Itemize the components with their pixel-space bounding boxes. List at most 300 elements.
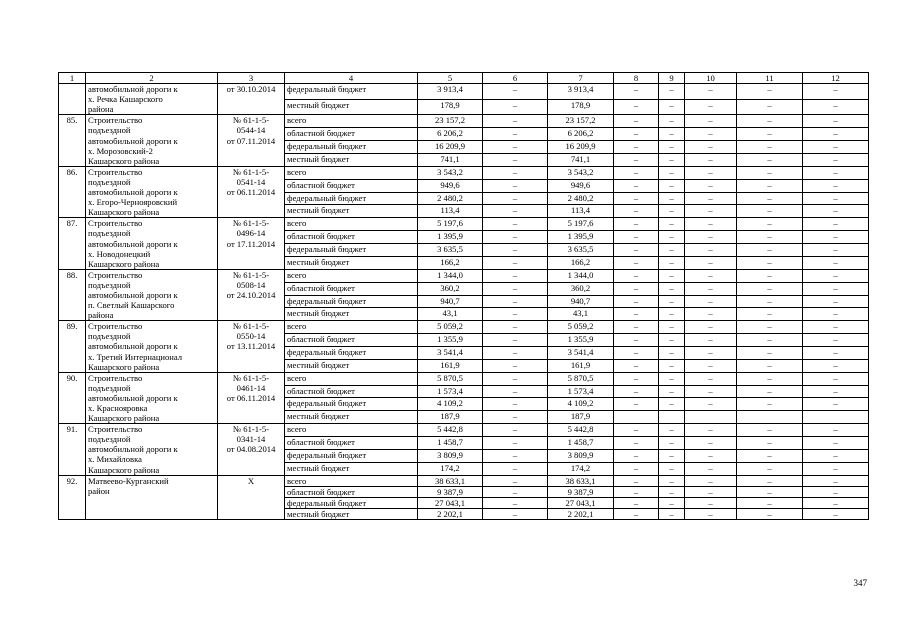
value-cell-c11 (737, 411, 803, 424)
value-cell-c6: – (483, 179, 548, 192)
object-description-cell (86, 475, 218, 519)
value-cell-c8: – (614, 192, 659, 205)
value-cell-c8: – (614, 84, 659, 100)
value-cell-c12: – (803, 385, 869, 398)
value-cell-c11: – (737, 269, 803, 282)
value-cell-c9: – (659, 437, 685, 450)
document-cell (218, 166, 285, 217)
value-cell-c10: – (685, 308, 737, 321)
description-line: подъездной (88, 228, 131, 239)
value-cell-c6: – (483, 385, 548, 398)
header-cell: 7 (548, 73, 614, 84)
value-cell-c12: – (803, 115, 869, 128)
value-cell-c5: 3 635,5 (418, 244, 483, 257)
value-cell-c5: 23 157,2 (418, 115, 483, 128)
description-line: х. Михайловка (88, 454, 142, 465)
document-cell (218, 84, 285, 115)
value-cell-c8: – (614, 449, 659, 462)
value-cell-c11: – (737, 256, 803, 269)
value-cell-c11: – (737, 462, 803, 475)
description-line: Кашарского района (88, 361, 160, 372)
value-cell-c9: – (659, 449, 685, 462)
funding-source-cell: областной бюджет (285, 128, 418, 141)
value-cell-c7: 2 202,1 (548, 508, 614, 519)
description-line: район (88, 485, 110, 496)
description-line: подъездной (88, 434, 131, 445)
value-cell-c9: – (659, 179, 685, 192)
value-cell-c9: – (659, 269, 685, 282)
value-cell-c7: 187,9 (548, 411, 614, 424)
description-line: автомобильной дороги к (88, 341, 178, 352)
value-cell-c10: – (685, 497, 737, 508)
object-description-cell (86, 269, 218, 320)
value-cell-c8: – (614, 385, 659, 398)
value-cell-c7: 1 344,0 (548, 269, 614, 282)
value-cell-c12: – (803, 205, 869, 218)
value-cell-c10: – (685, 141, 737, 154)
funding-source-cell: федеральный бюджет (285, 244, 418, 257)
value-cell-c9: – (659, 385, 685, 398)
description-line: Строительство (88, 269, 143, 280)
funding-source-cell: всего (285, 475, 418, 486)
value-cell-c10: – (685, 244, 737, 257)
value-cell-c9: – (659, 359, 685, 372)
value-cell-c9: – (659, 141, 685, 154)
value-cell-c5: 3 809,9 (418, 449, 483, 462)
value-cell-c12: – (803, 462, 869, 475)
description-line: автомобильной дороги к (88, 187, 178, 198)
funding-source-cell: областной бюджет (285, 179, 418, 192)
funding-source-cell: федеральный бюджет (285, 295, 418, 308)
value-cell-c9: – (659, 115, 685, 128)
value-cell-c11: – (737, 115, 803, 128)
value-cell-c7: 38 633,1 (548, 475, 614, 486)
document-line: 0461-14 (236, 382, 266, 393)
value-cell-c11: – (737, 244, 803, 257)
value-cell-c12: – (803, 269, 869, 282)
document-line: № 61-1-5- (232, 166, 270, 177)
value-cell-c11: – (737, 385, 803, 398)
description-line: Строительство (88, 115, 143, 126)
value-cell-c10: – (685, 346, 737, 359)
value-cell-c9: – (659, 128, 685, 141)
funding-source-cell: областной бюджет (285, 231, 418, 244)
description-line: района (88, 310, 114, 321)
funding-source-cell: местный бюджет (285, 462, 418, 475)
value-cell-c8: – (614, 231, 659, 244)
table-row (59, 84, 869, 100)
value-cell-c7: 1 573,4 (548, 385, 614, 398)
value-cell-c7: 949,6 (548, 179, 614, 192)
value-cell-c5: 174,2 (418, 462, 483, 475)
value-cell-c12: – (803, 424, 869, 437)
value-cell-c8: – (614, 269, 659, 282)
document-line: № 61-1-5- (232, 424, 270, 435)
header-cell: 8 (614, 73, 659, 84)
description-line: Кашарского района (88, 464, 160, 475)
value-cell-c11: – (737, 99, 803, 115)
value-cell-c9: – (659, 497, 685, 508)
value-cell-c8: – (614, 218, 659, 231)
value-cell-c10: – (685, 179, 737, 192)
value-cell-c6: – (483, 282, 548, 295)
document-cell (218, 372, 285, 423)
value-cell-c10: – (685, 398, 737, 411)
value-cell-c11: – (737, 166, 803, 179)
header-cell: 1 (59, 73, 86, 84)
value-cell-c6: – (483, 334, 548, 347)
description-line: Кашарского района (88, 413, 160, 424)
value-cell-c6: – (483, 115, 548, 128)
value-cell-c11: – (737, 192, 803, 205)
value-cell-c8: – (614, 462, 659, 475)
value-cell-c10: – (685, 475, 737, 486)
value-cell-c7: 9 387,9 (548, 486, 614, 497)
description-line: автомобильной дороги к (88, 444, 178, 455)
value-cell-c5: 166,2 (418, 256, 483, 269)
value-cell-c10: – (685, 205, 737, 218)
object-description-cell (86, 115, 218, 166)
value-cell-c12: – (803, 84, 869, 100)
value-cell-c9: – (659, 244, 685, 257)
value-cell-c7: 1 355,9 (548, 334, 614, 347)
description-line: района (88, 104, 114, 115)
value-cell-c9: – (659, 231, 685, 244)
value-cell-c8: – (614, 486, 659, 497)
description-line: х. Егоро-Чернояровский (88, 197, 178, 208)
value-cell-c10: – (685, 385, 737, 398)
value-cell-c8: – (614, 205, 659, 218)
value-cell-c7: 161,9 (548, 359, 614, 372)
value-cell-c11: – (737, 508, 803, 519)
funding-source-cell: местный бюджет (285, 99, 418, 115)
description-line: Строительство (88, 321, 143, 332)
document-line: от 24.10.2014 (226, 289, 276, 300)
value-cell-c8: – (614, 475, 659, 486)
item-number-cell: 91. (59, 424, 86, 475)
item-number-cell (59, 84, 86, 115)
value-cell-c5: 3 543,2 (418, 166, 483, 179)
value-cell-c5: 1 458,7 (418, 437, 483, 450)
value-cell-c12: – (803, 295, 869, 308)
value-cell-c5: 161,9 (418, 359, 483, 372)
value-cell-c10: – (685, 282, 737, 295)
page-number: 347 (853, 578, 867, 588)
value-cell-c6: – (483, 398, 548, 411)
funding-source-cell: федеральный бюджет (285, 84, 418, 100)
value-cell-c11: – (737, 424, 803, 437)
value-cell-c11: – (737, 153, 803, 166)
description-line: х. Краснояровка (88, 403, 148, 413)
value-cell-c5: 43,1 (418, 308, 483, 321)
value-cell-c10: – (685, 99, 737, 115)
value-cell-c11: – (737, 205, 803, 218)
value-cell-c8: – (614, 295, 659, 308)
value-cell-c8: – (614, 128, 659, 141)
value-cell-c12: – (803, 192, 869, 205)
value-cell-c12: – (803, 508, 869, 519)
value-cell-c9: – (659, 308, 685, 321)
value-cell-c5: 2 480,2 (418, 192, 483, 205)
value-cell-c9: – (659, 192, 685, 205)
value-cell-c8: – (614, 308, 659, 321)
value-cell-c6: – (483, 295, 548, 308)
value-cell-c7: 5 059,2 (548, 321, 614, 334)
funding-source-cell: федеральный бюджет (285, 497, 418, 508)
value-cell-c9: – (659, 256, 685, 269)
description-line: автомобильной дороги к (88, 135, 178, 146)
funding-source-cell: местный бюджет (285, 308, 418, 321)
value-cell-c12: – (803, 153, 869, 166)
value-cell-c11: – (737, 372, 803, 385)
item-number-cell: 90. (59, 372, 86, 423)
value-cell-c9: – (659, 475, 685, 486)
value-cell-c9: – (659, 321, 685, 334)
value-cell-c8: – (614, 334, 659, 347)
table-body (59, 73, 869, 520)
value-cell-c12: – (803, 321, 869, 334)
value-cell-c8: – (614, 346, 659, 359)
value-cell-c5: 940,7 (418, 295, 483, 308)
description-line: Строительство (88, 424, 143, 435)
description-line: х. Третий Интернационал (88, 351, 183, 362)
value-cell-c12: – (803, 449, 869, 462)
funding-source-cell: федеральный бюджет (285, 398, 418, 411)
document-line: Х (247, 475, 255, 486)
description-line: Кашарского района (88, 258, 160, 269)
value-cell-c11: – (737, 497, 803, 508)
value-cell-c12: – (803, 244, 869, 257)
value-cell-c10: – (685, 449, 737, 462)
value-cell-c10: – (685, 192, 737, 205)
value-cell-c12: – (803, 475, 869, 486)
funding-source-cell: всего (285, 115, 418, 128)
table-row (59, 424, 869, 437)
value-cell-c8: – (614, 153, 659, 166)
value-cell-c5: 4 109,2 (418, 398, 483, 411)
value-cell-c5: 1 395,9 (418, 231, 483, 244)
value-cell-c5: 3 913,4 (418, 84, 483, 100)
table-row (59, 218, 869, 231)
value-cell-c7: 1 395,9 (548, 231, 614, 244)
document-line: от 07.11.2014 (226, 135, 276, 146)
value-cell-c5: 3 541,4 (418, 346, 483, 359)
object-description-cell (86, 218, 218, 269)
value-cell-c10 (685, 411, 737, 424)
object-description-cell (86, 372, 218, 423)
description-line: Кашарского района (88, 207, 160, 218)
description-line: подъездной (88, 176, 131, 187)
table-row (59, 321, 869, 334)
value-cell-c9: – (659, 205, 685, 218)
value-cell-c10: – (685, 437, 737, 450)
object-description-cell (86, 84, 218, 115)
value-cell-c7: 43,1 (548, 308, 614, 321)
value-cell-c9: – (659, 218, 685, 231)
document-line: 0341-14 (236, 434, 266, 445)
header-cell: 5 (418, 73, 483, 84)
object-description-cell (86, 321, 218, 372)
value-cell-c9: – (659, 372, 685, 385)
funding-source-cell: местный бюджет (285, 256, 418, 269)
object-description-cell (86, 166, 218, 217)
document-line: 0550-14 (236, 331, 266, 342)
value-cell-c5: 113,4 (418, 205, 483, 218)
value-cell-c10: – (685, 372, 737, 385)
header-cell: 4 (285, 73, 418, 84)
value-cell-c8: – (614, 115, 659, 128)
value-cell-c8: – (614, 282, 659, 295)
value-cell-c5: 360,2 (418, 282, 483, 295)
value-cell-c5: 1 573,4 (418, 385, 483, 398)
value-cell-c7: 23 157,2 (548, 115, 614, 128)
value-cell-c11: – (737, 179, 803, 192)
description-line: автомобильной дороги к (88, 84, 178, 95)
value-cell-c5: 2 202,1 (418, 508, 483, 519)
value-cell-c11: – (737, 359, 803, 372)
value-cell-c5: 1 344,0 (418, 269, 483, 282)
value-cell-c6: – (483, 372, 548, 385)
value-cell-c5: 1 355,9 (418, 334, 483, 347)
value-cell-c11: – (737, 334, 803, 347)
document-line: 0541-14 (236, 176, 266, 187)
value-cell-c9: – (659, 334, 685, 347)
description-line: подъездной (88, 279, 131, 290)
description-line: подъездной (88, 125, 131, 136)
value-cell-c11: – (737, 231, 803, 244)
value-cell-c8: – (614, 508, 659, 519)
value-cell-c5: 949,6 (418, 179, 483, 192)
header-cell: 3 (218, 73, 285, 84)
value-cell-c6: – (483, 462, 548, 475)
document-line: № 61-1-5- (232, 218, 270, 229)
value-cell-c7: 3 543,2 (548, 166, 614, 179)
value-cell-c10: – (685, 256, 737, 269)
funding-source-cell: областной бюджет (285, 334, 418, 347)
funding-source-cell: всего (285, 424, 418, 437)
description-line: х. Морозовский-2 (88, 145, 153, 156)
value-cell-c9: – (659, 424, 685, 437)
value-cell-c6: – (483, 508, 548, 519)
value-cell-c9: – (659, 153, 685, 166)
value-cell-c7: 3 635,5 (548, 244, 614, 257)
value-cell-c6: – (483, 449, 548, 462)
header-cell: 9 (659, 73, 685, 84)
value-cell-c10: – (685, 462, 737, 475)
value-cell-c8: – (614, 359, 659, 372)
value-cell-c7: 166,2 (548, 256, 614, 269)
description-line: подъездной (88, 331, 131, 342)
document-cell (218, 475, 285, 519)
table-row (59, 269, 869, 282)
value-cell-c10: – (685, 269, 737, 282)
document-line: № 61-1-5- (232, 321, 270, 332)
table-row (59, 166, 869, 179)
value-cell-c12: – (803, 346, 869, 359)
value-cell-c7: 940,7 (548, 295, 614, 308)
value-cell-c8: – (614, 166, 659, 179)
value-cell-c5: 27 043,1 (418, 497, 483, 508)
value-cell-c10: – (685, 115, 737, 128)
value-cell-c6: – (483, 359, 548, 372)
value-cell-c12: – (803, 179, 869, 192)
value-cell-c7: 4 109,2 (548, 398, 614, 411)
value-cell-c11: – (737, 282, 803, 295)
table-row (59, 475, 869, 486)
value-cell-c7: 113,4 (548, 205, 614, 218)
value-cell-c5: 5 442,8 (418, 424, 483, 437)
header-cell: 10 (685, 73, 737, 84)
value-cell-c6: – (483, 256, 548, 269)
column-number-header-row (59, 73, 869, 84)
description-line: автомобильной дороги к (88, 392, 178, 403)
document-line: от 06.11.2014 (226, 187, 276, 198)
value-cell-c6: – (483, 218, 548, 231)
value-cell-c6: – (483, 153, 548, 166)
value-cell-c9: – (659, 486, 685, 497)
item-number-cell: 88. (59, 269, 86, 320)
funding-source-cell: федеральный бюджет (285, 192, 418, 205)
document-line: № 61-1-5- (232, 269, 270, 280)
value-cell-c11: – (737, 218, 803, 231)
document-cell (218, 269, 285, 320)
value-cell-c11: – (737, 475, 803, 486)
value-cell-c9: – (659, 84, 685, 100)
value-cell-c5: 741,1 (418, 153, 483, 166)
value-cell-c6: – (483, 141, 548, 154)
document-line: № 61-1-5- (232, 372, 270, 383)
value-cell-c7: 174,2 (548, 462, 614, 475)
value-cell-c11: – (737, 84, 803, 100)
value-cell-c9: – (659, 295, 685, 308)
item-number-cell: 92. (59, 475, 86, 519)
value-cell-c10: – (685, 359, 737, 372)
value-cell-c6: – (483, 475, 548, 486)
document-line: 0496-14 (236, 228, 266, 239)
value-cell-c8: – (614, 321, 659, 334)
document-cell (218, 321, 285, 372)
value-cell-c6: – (483, 411, 548, 424)
funding-source-cell: областной бюджет (285, 282, 418, 295)
value-cell-c5: 178,9 (418, 99, 483, 115)
budget-table-sheet (58, 72, 868, 520)
value-cell-c10: – (685, 424, 737, 437)
value-cell-c7: 27 043,1 (548, 497, 614, 508)
table-row (59, 115, 869, 128)
value-cell-c7: 3 809,9 (548, 449, 614, 462)
value-cell-c12: – (803, 256, 869, 269)
value-cell-c11: – (737, 398, 803, 411)
value-cell-c9: – (659, 398, 685, 411)
value-cell-c6: – (483, 128, 548, 141)
funding-source-cell: всего (285, 218, 418, 231)
value-cell-c9: – (659, 508, 685, 519)
item-number-cell: 87. (59, 218, 86, 269)
value-cell-c11: – (737, 308, 803, 321)
value-cell-c8: – (614, 437, 659, 450)
value-cell-c12: – (803, 398, 869, 411)
description-line: Кашарского района (88, 155, 160, 166)
value-cell-c8: – (614, 244, 659, 257)
value-cell-c5: 187,9 (418, 411, 483, 424)
funding-source-cell: областной бюджет (285, 486, 418, 497)
document-line: от 06.11.2014 (226, 392, 276, 403)
value-cell-c10: – (685, 486, 737, 497)
header-cell: 6 (483, 73, 548, 84)
value-cell-c7: 741,1 (548, 153, 614, 166)
value-cell-c10: – (685, 128, 737, 141)
value-cell-c11: – (737, 486, 803, 497)
